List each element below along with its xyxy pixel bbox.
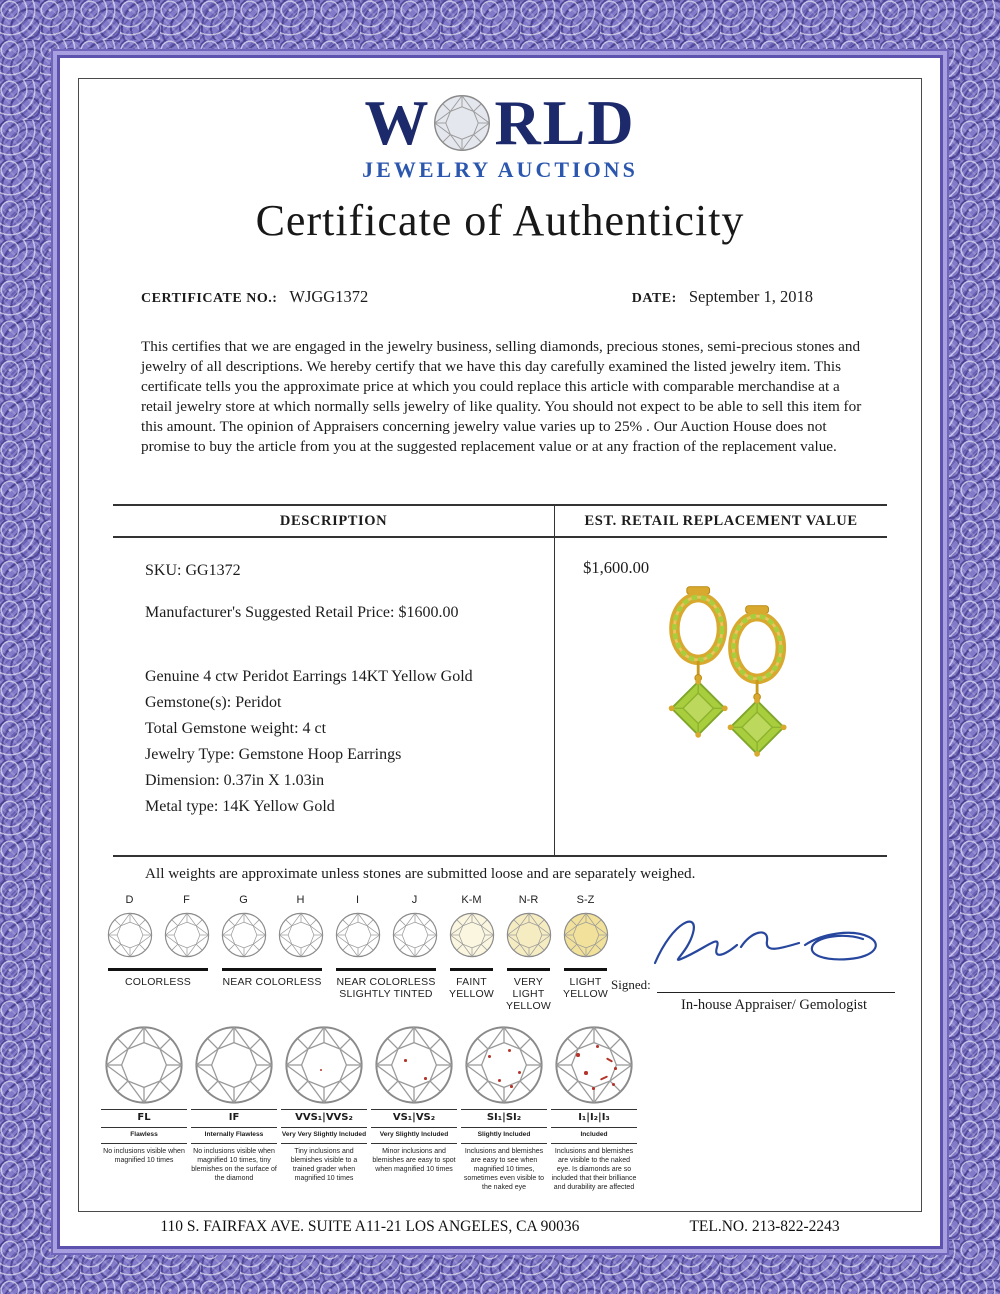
replacement-value: $1,600.00 <box>583 558 650 577</box>
clarity-grade-column <box>101 1025 187 1192</box>
color-grade-gem-icon <box>392 912 438 958</box>
color-group-bar <box>222 968 322 971</box>
appraisal-table <box>113 504 887 857</box>
inclusion-mark <box>510 1085 513 1088</box>
color-group <box>101 968 215 1012</box>
color-grade-label: H <box>296 894 305 906</box>
inclusion-mark <box>576 1053 580 1057</box>
color-grade-column <box>101 894 158 968</box>
detail-line: Total Gemstone weight: 4 ct <box>145 720 327 737</box>
inclusion-mark <box>614 1067 617 1070</box>
color-group <box>443 968 500 1012</box>
color-group <box>329 968 443 1012</box>
inclusion-mark <box>612 1083 615 1086</box>
certificate-date-label: DATE: <box>631 291 677 306</box>
certificate-meta <box>141 287 813 307</box>
clarity-grade-name: Included <box>551 1128 637 1144</box>
clarity-grade-description: Inclusions and blemishes are visible to the naked eye. Is diamonds are so included that their brilliance and durability are affected <box>551 1148 637 1192</box>
clarity-grade-name: Internally Flawless <box>191 1128 277 1144</box>
color-group-bar <box>507 968 550 971</box>
certificate-number <box>141 287 368 307</box>
certificate-date-value: September 1, 2018 <box>688 287 813 306</box>
clarity-grade-column <box>191 1025 277 1192</box>
detail-line: Genuine 4 ctw Peridot Earrings 14KT Yellow Gold <box>145 668 473 685</box>
color-grade-column <box>272 894 329 968</box>
color-group-label: FAINT YELLOW <box>449 976 494 1001</box>
footer-address: 110 S. FAIRFAX AVE. SUITE A11-21 LOS ANGELES, CA 90036 <box>160 1218 580 1235</box>
inclusion-mark <box>592 1087 595 1090</box>
clarity-grade-code: VVS₁|VVS₂ <box>281 1109 367 1128</box>
color-grade-label: N-R <box>518 894 539 906</box>
color-grade-label: I <box>355 894 360 906</box>
inclusion-mark <box>404 1059 407 1062</box>
color-grade-gem-icon <box>107 912 153 958</box>
clarity-gem-icon <box>194 1025 274 1105</box>
certificate-number-value: WJGG1372 <box>289 287 369 306</box>
item-msrp: Manufacturer's Suggested Retail Price: $1600.00 <box>145 604 459 621</box>
color-grade-gem-icon <box>449 912 495 958</box>
clarity-grade-description: No inclusions visible when magnified 10 times, tiny blemishes on the surface of the diamond <box>191 1148 277 1183</box>
clarity-grade-name: Flawless <box>101 1128 187 1144</box>
color-grade-column <box>500 894 557 968</box>
color-group-label: NEAR COLORLESS <box>222 976 322 988</box>
clarity-grade-column <box>551 1025 637 1192</box>
description-body <box>113 538 554 820</box>
certificate-number-label: CERTIFICATE NO.: <box>141 291 278 306</box>
value-column <box>555 506 887 855</box>
color-group-bar <box>450 968 493 971</box>
clarity-grade-code: SI₁|SI₂ <box>461 1109 547 1128</box>
color-group-label: VERY LIGHT YELLOW <box>506 976 551 1013</box>
inclusion-mark <box>320 1069 322 1071</box>
color-grade-column <box>386 894 443 968</box>
diamond-clarity-scale <box>101 1025 641 1192</box>
clarity-gem-icon <box>554 1025 634 1105</box>
certificate-sheet <box>78 78 922 1212</box>
clarity-grade-name: Slightly Included <box>461 1128 547 1144</box>
certificate-date <box>632 287 813 307</box>
logo-diamond-icon <box>433 94 491 152</box>
color-grade-label: F <box>183 894 190 906</box>
value-header: EST. RETAIL REPLACEMENT VALUE <box>555 506 887 538</box>
certificate-title: Certificate of Authenticity <box>255 196 745 245</box>
signed-label: Signed: <box>611 977 651 992</box>
inclusion-mark <box>488 1055 491 1058</box>
color-grade-column <box>329 894 386 968</box>
brand-subtitle: JEWELRY AUCTIONS <box>362 157 638 182</box>
value-body <box>555 538 887 855</box>
inclusion-mark <box>498 1079 501 1082</box>
color-grade-label: K-M <box>461 894 482 906</box>
color-grade-label: J <box>411 894 418 906</box>
certification-statement: This certifies that we are engaged in the jewelry business, selling diamonds, precious stones, semi-precious stones and jewelry of all descriptions. We hereby certify that we have this day carefully examined the listed jewelry item. This certificate tells you the approximate price at which you could replace this article with comparable merchandise at a retail jewelry store at which normally sells jewelry of like quality. You should not expect to be able to sell this item for this amount. The opinion of Appraisers concerning jewelry value varies up to 25% . Our Auction House does not promise to buy the article from you at the suggested replacement value or at any fraction of the replacement value. <box>141 338 862 456</box>
detail-line: Gemstone(s): Peridot <box>145 694 282 711</box>
color-group-label: NEAR COLORLESS SLIGHTLY TINTED <box>336 976 436 1001</box>
signer-title: In-house Appraiser/ Gemologist <box>681 997 868 1013</box>
detail-line: Jewelry Type: Gemstone Hoop Earrings <box>145 746 402 763</box>
clarity-grade-description: Inclusions and blemishes are easy to see when magnified 10 times, sometimes even visible to the naked eye <box>463 1148 545 1192</box>
color-grade-label: G <box>239 894 248 906</box>
clarity-gem-icon <box>104 1025 184 1105</box>
signature-line <box>657 988 895 993</box>
clarity-gem-icon <box>464 1025 544 1105</box>
signature-script <box>645 905 895 977</box>
color-grade-gem-icon <box>278 912 324 958</box>
detail-line: Metal type: 14K Yellow Gold <box>145 798 335 815</box>
color-group-label: LIGHT YELLOW <box>563 976 608 1001</box>
color-grade-label: D <box>125 894 134 906</box>
weights-note: All weights are approximate unless stones are submitted loose and are separately weighed. <box>145 865 696 882</box>
clarity-grade-description: Minor inclusions and blemishes are easy to spot when magnified 10 times <box>372 1148 456 1174</box>
color-grade-column <box>215 894 272 968</box>
diamond-color-scale <box>101 894 617 1012</box>
inclusion-mark <box>518 1071 521 1074</box>
brand-word-left: W <box>364 87 431 158</box>
color-group-label: COLORLESS <box>125 976 191 988</box>
color-grade-gem-icon <box>164 912 210 958</box>
clarity-grade-code: I₁|I₂|I₃ <box>551 1109 637 1128</box>
inclusion-mark <box>596 1045 599 1048</box>
brand-word-right: RLD <box>494 87 636 158</box>
color-group <box>500 968 557 1012</box>
color-grade-label: S-Z <box>576 894 595 906</box>
brand-wordmark <box>79 87 921 158</box>
item-sku: SKU: GG1372 <box>145 562 241 579</box>
color-grade-column <box>158 894 215 968</box>
color-group <box>215 968 329 1012</box>
clarity-grade-column <box>371 1025 457 1192</box>
item-details <box>145 664 542 820</box>
brand-logo <box>79 87 921 183</box>
clarity-gem-icon <box>284 1025 364 1105</box>
clarity-grade-code: IF <box>191 1109 277 1128</box>
inclusion-mark <box>424 1077 427 1080</box>
inclusion-mark <box>508 1049 511 1052</box>
clarity-grade-name: Very Slightly Included <box>371 1128 457 1144</box>
color-group <box>557 968 614 1012</box>
inclusion-mark <box>584 1071 588 1075</box>
earrings-image <box>632 576 822 776</box>
signature-line-row <box>611 977 895 993</box>
footer <box>80 1216 920 1238</box>
color-grade-gem-icon <box>506 912 552 958</box>
footer-telephone: TEL.NO. 213-822-2243 <box>689 1218 840 1235</box>
clarity-grade-column <box>281 1025 367 1192</box>
color-grade-gem-icon <box>221 912 267 958</box>
clarity-grade-name: Very Very Slightly Included <box>281 1128 367 1144</box>
signature-area <box>611 905 895 1014</box>
clarity-grade-column <box>461 1025 547 1192</box>
description-column <box>113 506 555 855</box>
color-grade-column <box>557 894 614 968</box>
color-group-bar <box>564 968 607 971</box>
color-grade-gem-icon <box>563 912 609 958</box>
clarity-grade-description: No inclusions visible when magnified 10 times <box>103 1148 185 1165</box>
description-header: DESCRIPTION <box>113 506 554 538</box>
color-grade-gem-icon <box>335 912 381 958</box>
color-group-bar <box>336 968 436 971</box>
color-group-bar <box>108 968 208 971</box>
clarity-grade-description: Tiny inclusions and blemishes visible to a trained grader when magnified 10 times <box>290 1148 358 1183</box>
clarity-gem-icon <box>374 1025 454 1105</box>
clarity-grade-code: FL <box>101 1109 187 1128</box>
color-grade-column <box>443 894 500 968</box>
detail-line: Dimension: 0.37in X 1.03in <box>145 772 325 789</box>
clarity-grade-code: VS₁|VS₂ <box>371 1109 457 1128</box>
